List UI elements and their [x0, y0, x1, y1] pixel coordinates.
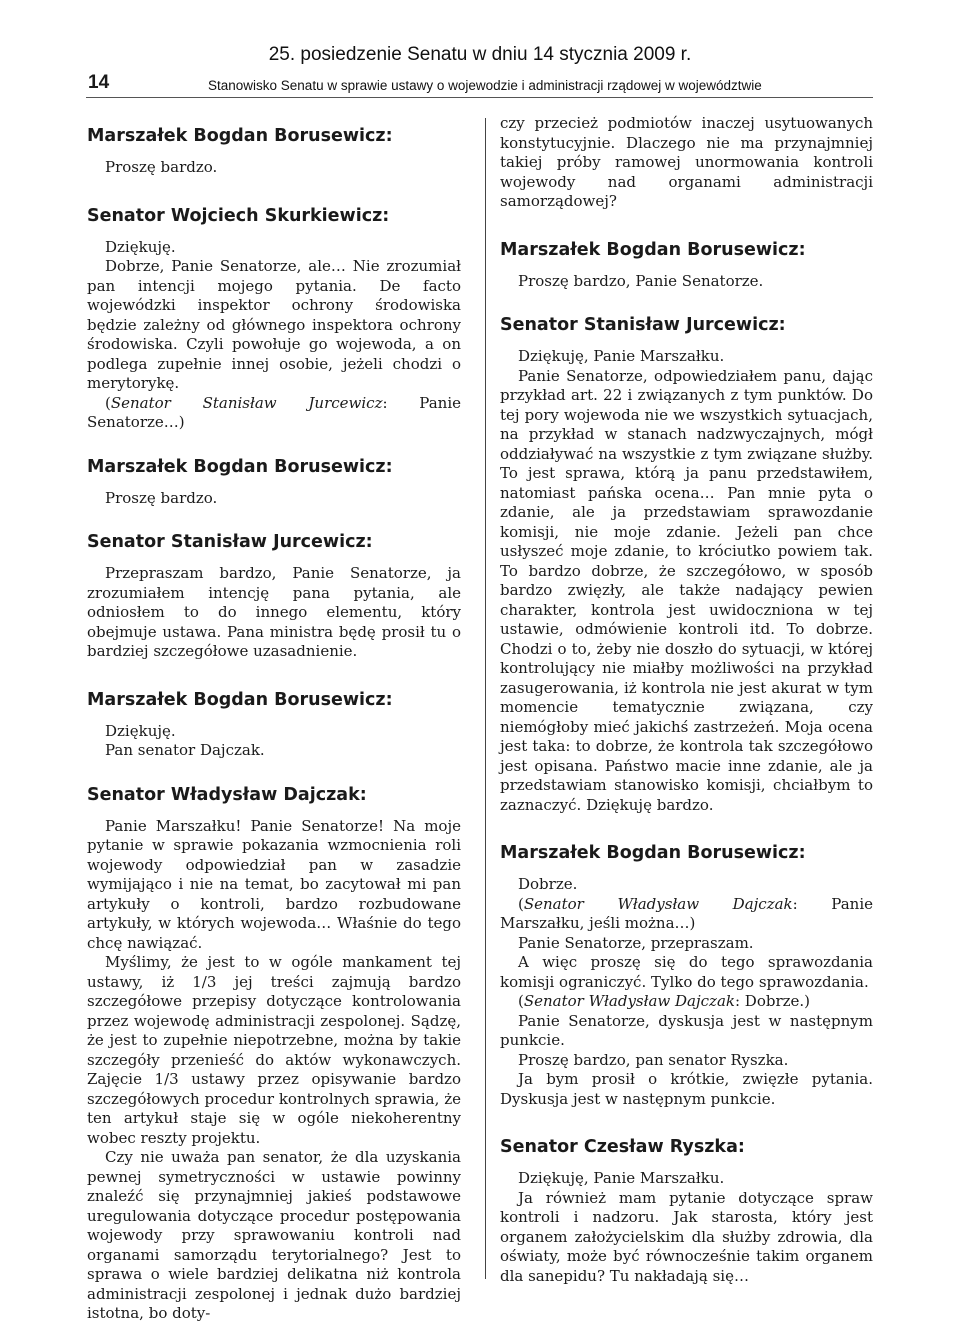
speaker-heading: Senator Czesław Ryszka: — [500, 1137, 745, 1157]
sitting-title: 25. posiedzenie Senatu w dniu 14 stycznia 2009 r. — [268, 44, 692, 65]
speech-paragraph: Pan senator Dajczak. — [105, 741, 265, 759]
speech-paragraph: Przepraszam bardzo, Panie Senatorze, ja zrozumiałem intencję pana pytania, ale odniosłem to do innego elementu, który obejmuje ustawa. Pana ministra będę prosił tu o bardziej szczegółowe uzasadnienie. — [87, 564, 461, 660]
speech-paragraph: Dziękuję, Panie Marszałku. — [518, 347, 725, 365]
speaker-heading: Marszałek Bogdan Borusewicz: — [87, 126, 393, 146]
speaker-heading: Marszałek Bogdan Borusewicz: — [87, 689, 393, 710]
speech-paragraph: Proszę bardzo. — [105, 158, 218, 176]
speech-paragraph: Dobrze. — [518, 875, 578, 893]
column-divider — [485, 118, 486, 1279]
section-subtitle: Stanowisko Senatu w sprawie ustawy o wojewodzie i administracji rządowej w województwie — [208, 78, 762, 93]
speaker-heading: Marszałek Bogdan Borusewicz: — [87, 456, 393, 477]
speech-paragraph: A więc proszę się do tego sprawozdania komisji ograniczyć. Tylko do tego sprawozdania. — [500, 953, 873, 991]
speech-paragraph: Dziękuję. — [105, 721, 176, 740]
speaker-heading: Marszałek Bogdan Borusewicz: — [500, 239, 806, 260]
speech-paragraph: Ja również mam pytanie dotyczące spraw kontroli i nadzoru. Jak starosta, który jest organem założycielskim dla służby zdrowia, dla oświaty, może być równocześnie takim organem dla sanepidu? Tu nakładają się… — [500, 1188, 873, 1285]
speech-paragraph: Panie Senatorze, dyskusja jest w następnym punkcie. — [500, 1011, 873, 1049]
interjection: (Senator Stanisław Jurcewicz: Panie Senatorze…) — [87, 393, 461, 431]
speaker-heading: Senator Stanisław Jurcewicz: — [87, 532, 373, 552]
speech-paragraph: Panie Marszałku! Panie Senatorze! Na moje pytanie w sprawie pokazania wzmocnienia roli wojewody odpowiedział pan w zasadzie wymijająco i nie na temat, bo zacytował mi pan artykuły o kontroli, bardzo rozbudowane artykuły, w których wojewoda… Właśnie do tego chcę nawiązać. — [87, 816, 461, 952]
interjection: (Senator Władysław Dajczak: Panie Marszałku, jeśli można…) — [500, 894, 873, 932]
right-column — [500, 114, 873, 1286]
speech-paragraph: Proszę bardzo. — [105, 488, 218, 507]
speech-paragraph: Myślimy, że jest to w ogóle mankament tej ustawy, iż 1/3 jej treści zajmują bardzo szczegółowe przepisy dotyczące kontrolowania przez wojewodę administracji zespolonej. Sądzę, że jest to zupełnie niepotrzebne, można by takie szczegóły przenieść do aktów wykonawczych. Zajęcie 1/3 ustawy przez opisywanie bardzo szczegółowych procedur kontrolnych sprawia, że ten artykuł staje się w ogóle niekoherentny wobec reszty projektu. — [87, 953, 461, 1147]
speaker-heading: Senator Wojciech Skurkiewicz: — [87, 205, 390, 226]
speech-paragraph: Panie Senatorze, przepraszam. — [518, 933, 754, 952]
speech-paragraph: Czy nie uważa pan senator, że dla uzyskania pewnej symetryczności w ustawie powinny znaleźć się przynajmniej jakieś podstawowe uregulowania dotyczące procedur postępowania wojewody przy sprawowaniu kontroli nad organami samorządu terytorialnego? Jest to sprawa o wiele bardziej delikatna niż kontrola administracji zespolonej i jednak dużo bardziej istotna, bo doty- — [87, 1148, 461, 1322]
interjection: (Senator Władysław Dajczak: Dobrze.) — [518, 992, 811, 1010]
speech-paragraph: czy przecież podmiotów inaczej usytuowanych konstytucyjnie. Dlaczego nie ma przynajmniej takiej próby ramowej unormowania kontroli wojewody nad organami administracji samorządowej? — [500, 114, 873, 210]
speech-paragraph: Dobrze, Panie Senatorze, ale… Nie zrozumiał pan intencji mojego pytania. De facto wojewódzki inspektor ochrony środowiska będzie zależny od głównego inspektora ochrony środowiska. Czyli powołuje go wojewoda, a on podlega zupełnie innej osobie, jeżeli chodzi o merytorykę. — [87, 257, 461, 392]
speech-paragraph: Dziękuję. — [105, 237, 176, 256]
speech-paragraph: Ja bym prosił o krótkie, zwięzłe pytania. Dyskusja jest w następnym punkcie. — [500, 1070, 873, 1108]
left-column — [87, 114, 461, 1324]
speech-paragraph: Dziękuję, Panie Marszałku. — [518, 1169, 725, 1187]
speaker-heading: Senator Władysław Dajczak: — [87, 784, 367, 805]
speaker-heading: Senator Stanisław Jurcewicz: — [500, 315, 786, 335]
page-number: 14 — [88, 72, 110, 93]
speech-paragraph: Proszę bardzo, Panie Senatorze. — [518, 271, 764, 290]
header-rule — [86, 97, 873, 98]
speech-paragraph: Panie Senatorze, odpowiedziałem panu, dając przykład art. 22 i związanych z tym punktów. Do tej pory wojewoda nie we wszystkich sytuacjach, na przykład w stanach nadzwyczajnych, mógł oddziaływać na wszystkie z tym związane służby. To jest sprawa, którą ja panu przedstawiłem, natomiast pańska ocena… Pan mnie pyta o zdanie, ale ja przedstawiam sprawozdanie komisji, nie moje zdanie. Jeżeli pan chce usłyszeć moje zdanie, to króciutko powiem tak. To bardzo dobrze, że szczegółowo, w sposób bardzo zwięzły, ale także nadający pewien charakter, kontrola jest uwidoczniona w tej ustawie, odmówienie kontroli itd. To dobrze. Chodzi o to, żeby nie doszło do sytuacji, w której kontrolujący nie miałby możliwości na przykład zasugerowania, iż kontrola nie jest akurat w tym momencie tematycznie związana, czy niemógłoby mieć jakichś zastrzeżeń. Moja ocena jest taka: to dobrze, że kontrola tak szczegółowo jest opisana. Państwo macie inne zdanie, ale ja przedstawiam stanowisko komisji, chciałbym to zaznaczyć. Dziękuję bardzo. — [500, 366, 873, 814]
speech-paragraph: Proszę bardzo, pan senator Ryszka. — [518, 1050, 789, 1069]
speaker-heading: Marszałek Bogdan Borusewicz: — [500, 843, 806, 863]
